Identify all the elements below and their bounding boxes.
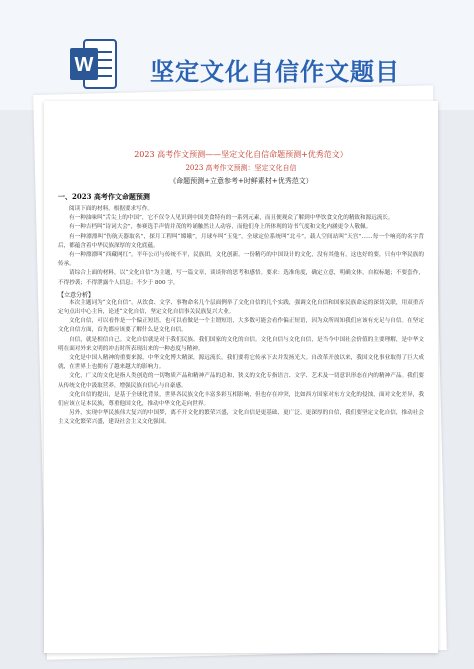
analysis-heading: 【立意分析】: [58, 291, 95, 299]
paragraph: 本次主题词为“文化自信”，从饮食、文学、事物命名几个层面例举了文化自信的几个实践，强调文化自信和国家民族命运的深切关联，用双重否定句点出中心主旨，论述“文化自信，坚定文化自信事关民族复兴大业。: [58, 299, 424, 316]
paragraph: 自信，就是相信自己。文化自信就是对于我们民族、我们国家的文化的自信。文化自信与文化自信，是当今中国社会价值的主要理解，是中华文明在面对外来文明的冲击时所表现出来的一种态度与精神。: [58, 336, 424, 352]
paragraph: 文化自信的提出，是基于全球化背景，世界各民族文化丰富多彩互相影响，但也存在冲突，比如西方国家对东方文化的侵蚀，面对文化差异，我们应该立足本民族，尊重他国文化，推动中华文化走向世界。: [58, 391, 424, 408]
document-title: 2023 高考作文预测——坚定文化自信命题预测+优秀范文）: [134, 150, 348, 159]
paragraph: 文化是中国人精神的重要来源。中华文化博大精深，源远流长，我们要将它传承下去并发扬光大。自改革开放以来，我国文化事业取得了巨大成就，在世界上也拥有了越来越大的影响力。: [58, 355, 424, 371]
page-title: 坚定文化自信作文题目: [150, 58, 400, 86]
document-tagline: 《命题预测+立意参考+时鲜素材+优秀范文）: [169, 177, 313, 185]
paragraph: 有一种油味叫“舌尖上的中国”，它不仅令人见识到中国美食特有的一系列元素，而且便观众了解到中华饮食文化的精致和源远流长。: [69, 215, 394, 222]
paragraph: 阅读下面的材料，根据要求写作。: [69, 206, 153, 212]
paragraph: 有一种漂漂叫“西藏网红”，平年公司与传统不平，民族团，文化创新。一份精巧的中国设计的文化，没有其他有，这也好的要，只有中华民族的传承。: [58, 252, 424, 268]
svg-text:W: W: [74, 54, 94, 76]
document-subtitle: 2023 高考作文预测：坚定文化自信: [185, 164, 297, 172]
paragraph: 文化，广义的文化是指人类创造的一切物质产品和精神产品的总和，狭义的文化专指语言、文学、艺术及一切意识形态在内的精神产品。我们要从传统文化中汲取营养，增强民族自信心与自豪感。: [58, 373, 424, 389]
paragraph: 另外，实现中华民族伟大复兴的中国梦，离不开文化的繁荣兴盛，文化自信是更基础、更广泛、更深厚的自信，我们要坚定文化自信，推动社会主义文化繁荣兴盛，建设社会主义文化强国。: [58, 410, 424, 426]
paragraph: 请综合上面的材料，以“文化自信”为主题，写一篇文章，谈谈你的思考和感悟。要求：选准角度，确定立意，明确文体，自拟标题；不要套作，不得抄袭；不得泄露个人信息；不少于 800 字。: [58, 270, 424, 286]
paragraph: 文化自信，可以看作是一个偏正短语，也可以看做是一个主谓短语，大多数可能会看作偏正短语，因为众所周知我们应该有充足与自信。在坚定文化自信方面，首先都应该要了解什么是文化自信。: [58, 318, 424, 334]
paragraph: 有一种漂漂叫“伤航天器取名”，探月工程叫“嫦娥”，月球车叫“玉兔”，全球定位系统叫“北斗”，载人空间站叫“天宫”……每一个响亮的名字背后，都蕴含着中华民族深厚的文化底蕴。: [58, 233, 424, 249]
section-heading: 一、2023 高考作文命题预测: [58, 192, 150, 201]
document-page: [44, 101, 438, 653]
word-icon: [70, 38, 118, 90]
paragraph: 有一种吉档叫“诗词大会”，参赛选手声情并茂的吟诵触然让人动容，而他们身上所体现的诗书气度和文化内涵更令人敬佩。: [69, 224, 372, 231]
